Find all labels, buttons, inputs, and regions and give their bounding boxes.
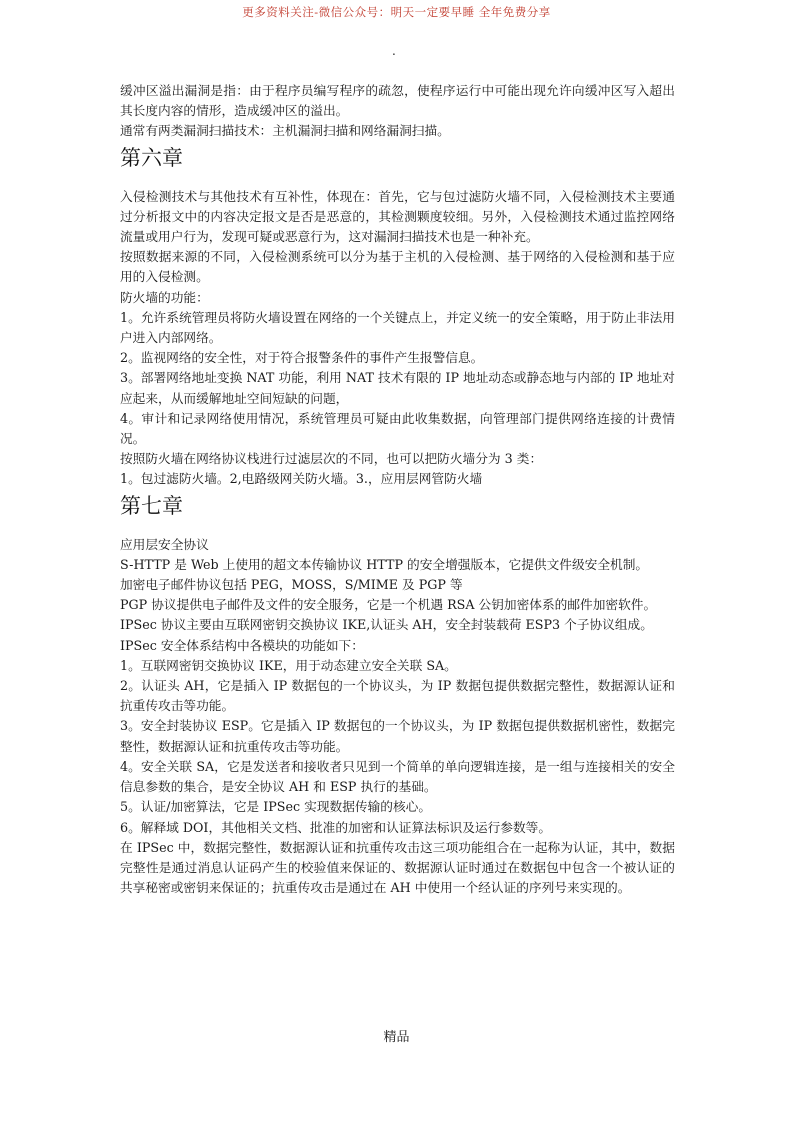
paragraph: 1。允许系统管理员将防火墙设置在网络的一个关键点上，并定义统一的安全策略，用于防止非法用户进入内部网络。: [120, 309, 675, 346]
paragraph: IPSec 安全体系结构中各模块的功能如下：: [120, 637, 364, 653]
paragraph: 1。互联网密钥交换协议 IKE，用于动态建立安全关联 SA。: [120, 657, 457, 673]
paragraph: 2。认证头 AH，它是插入 IP 数据包的一个协议头，为 IP 数据包提供数据完整性，数据源认证和抗重传攻击等功能。: [120, 678, 675, 714]
paragraph: S-HTTP 是 Web 上使用的超文本传输协议 HTTP 的安全增强版本，它提供文件级安全机制。: [120, 556, 649, 572]
page-footer: 精品: [383, 1030, 410, 1045]
paragraph: 按照防火墙在网络协议栈进行过滤层次的不同，也可以把防火墙分为 3 类：: [120, 451, 543, 467]
paragraph: 防火墙的功能：: [120, 289, 209, 305]
paragraph: 缓冲区溢出漏洞是指：由于程序员编写程序的疏忽，使程序运行中可能出现允许向缓冲区写入超出其长度内容的情形，造成缓冲区的溢出。: [120, 83, 675, 119]
paragraph: 3。安全封装协议 ESP。它是插入 IP 数据包的一个协议头，为 IP 数据包提供数据机密性，数据完整性，数据源认证和抗重传攻击等功能。: [120, 718, 675, 754]
paragraph: 3。部署网络地址变换 NAT 功能，利用 NAT 技术有限的 IP 地址动态或静态地与内部的 IP 地址对应起来，从而缓解地址空间短缺的问题，: [120, 370, 675, 406]
paragraph: 加密电子邮件协议包括 PEG，MOSS，S/MIME 及 PGP 等: [120, 577, 463, 593]
paragraph: 通常有两类漏洞扫描技术：主机漏洞扫描和网络漏洞扫描。: [120, 123, 450, 139]
paragraph: 4。安全关联 SA，它是发送者和接收者只见到一个简单的单向逻辑连接，是一组与连接相关的安全信息参数的集合，是安全协议 AH 和 ESP 执行的基础。: [120, 758, 675, 795]
promo-banner: 更多资料关注-微信公众号：明天一定要早睡 全年免费分享: [242, 5, 551, 19]
document-body: [120, 81, 675, 898]
paragraph: 1。包过滤防火墙。2,电路级网关防火墙。3.，应用层网管防火墙: [120, 471, 483, 487]
chapter-heading: 第六章: [120, 145, 183, 170]
chapter-heading: 第七章: [120, 493, 183, 518]
paragraph: 入侵检测技术与其他技术有互补性，体现在：首先，它与包过滤防火墙不同，入侵检测技术主要通过分析报文中的内容决定报文是否是恶意的，其检测颗度较细。另外，入侵检测技术通过监控网络流量或用户行为，发现可疑或恶意行为，这对漏洞扫描技术也是一种补充。: [120, 188, 675, 245]
paragraph: 5。认证/加密算法，它是 IPSec 实现数据传输的核心。: [120, 799, 432, 815]
paragraph: 2。监视网络的安全性，对于符合报警条件的事件产生报警信息。: [120, 350, 484, 366]
paragraph: PGP 协议提供电子邮件及文件的安全服务，它是一个机遇 RSA 公钥加密体系的邮件加密软件。: [120, 597, 657, 613]
page-dot-mark: .: [392, 44, 396, 58]
paragraph: 按照数据来源的不同，入侵检测系统可以分为基于主机的入侵检测、基于网络的入侵检测和基于应用的入侵检测。: [120, 249, 675, 285]
paragraph: 6。解释域 DOI，其他相关文档、批准的加密和认证算法标识及运行参数等。: [120, 819, 552, 835]
paragraph: 应用层安全协议: [120, 536, 209, 552]
paragraph: IPSec 协议主要由互联网密钥交换协议 IKE,认证头 AH，安全封装载荷 ESP3 个子协议组成。: [120, 617, 653, 633]
paragraph: 4。审计和记录网络使用情况，系统管理员可疑由此收集数据，向管理部门提供网络连接的计费情况。: [120, 410, 675, 447]
paragraph: 在 IPSec 中，数据完整性，数据源认证和抗重传攻击这三项功能组合在一起称为认证，其中，数据完整性是通过消息认证码产生的校验值来保证的、数据源认证时通过在数据包中包含一个被认证的共享秘密或密钥来保证的；抗重传攻击是通过在 AH 中使用一个经认证的序列号来实现的。: [120, 839, 675, 896]
